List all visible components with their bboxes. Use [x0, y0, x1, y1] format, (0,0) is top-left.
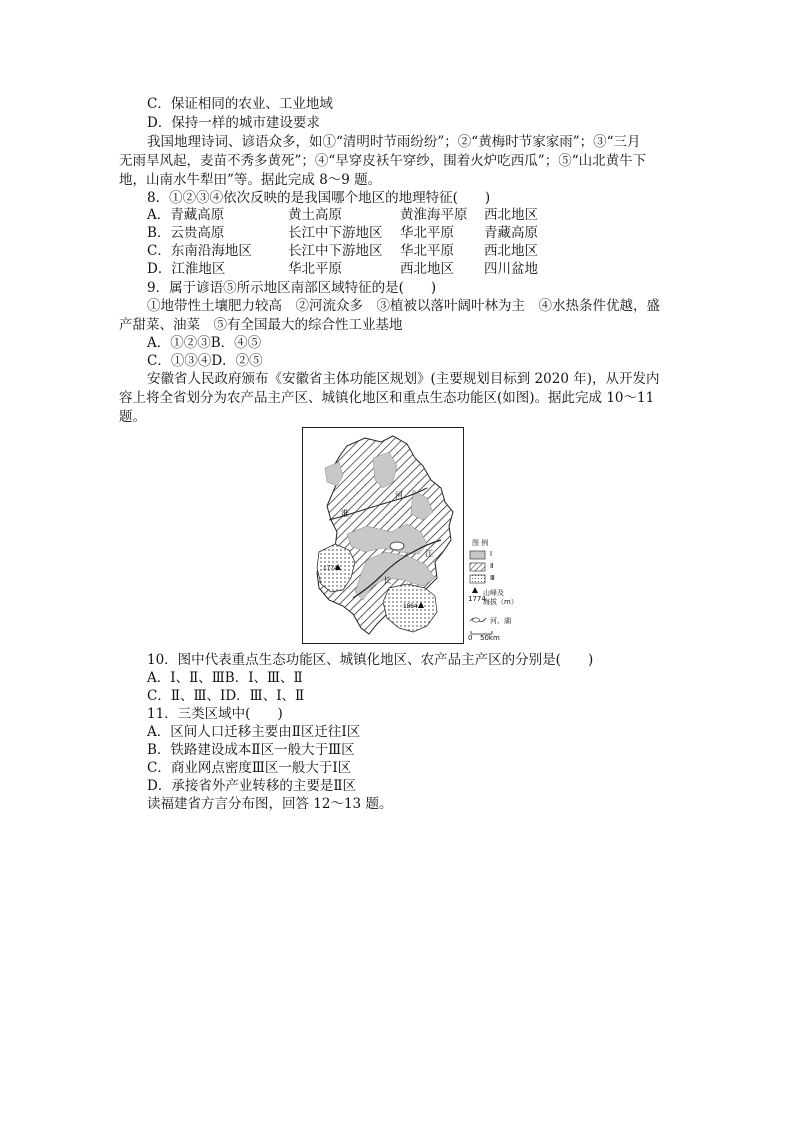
q11-option-a: A．区间人口迁移主要由Ⅱ区迁往Ⅰ区 — [147, 724, 361, 740]
q10-options-ab: A．Ⅰ、Ⅱ、ⅢB．Ⅰ、Ⅲ、Ⅱ — [147, 670, 303, 686]
map-label-jiang: 江 — [425, 549, 433, 558]
intro-10-11-line1: 安徽省人民政府颁布《安徽省主体功能区规划》(主要规划目标到 2020 年)，从开发内 — [147, 371, 660, 387]
legend-swatch-1 — [470, 551, 485, 559]
q11-option-b: B．铁路建设成本Ⅱ区一般大于Ⅲ区 — [147, 742, 355, 758]
legend-peak-icon — [472, 587, 478, 593]
q9-options-cd: C．①③④D．②⑤ — [147, 353, 263, 369]
intro-8-9-line2: 无雨旱风起，麦苗不秀多黄死”；④“早穿皮袄午穿纱，围着火炉吃西瓜”；⑤“山北黄牛下 — [119, 153, 647, 169]
legend-peak-text2: 海拔（m） — [483, 598, 518, 606]
q9-stem: 9．属于谚语⑤所示地区南部区域特征的是( ) — [147, 280, 437, 296]
q11-stem: 11．三类区域中( ) — [147, 706, 283, 722]
q10-options-cd: C．Ⅱ、Ⅲ、ⅠD．Ⅲ、Ⅰ、Ⅱ — [147, 688, 305, 704]
legend-label-3: Ⅲ — [490, 574, 495, 582]
anhui-zoning-map — [302, 427, 464, 644]
legend-lake-icon — [473, 618, 480, 622]
q7-option-d: D．保持一样的城市建设要求 — [147, 115, 320, 131]
legend-label-2: Ⅱ — [490, 562, 494, 570]
map-label-he: 河 — [395, 491, 403, 500]
legend-river-label: 河、湖 — [490, 617, 511, 625]
legend-swatch-3 — [470, 575, 485, 583]
intro-8-9-line3: 地，山南水牛犁田”等。据此完成 8～9 题。 — [119, 172, 382, 188]
intro-10-11-line2: 容上将全省划分为农产品主产区、城镇化地区和重点生态功能区(如图)。据此完成 10～11 — [119, 390, 655, 406]
intro-8-9-line1: 我国地理诗词、谚语众多，如①“清明时节雨纷纷”；②“黄梅时节家家雨”；③“三月 — [147, 134, 641, 150]
q11-option-c: C．商业网点密度Ⅲ区一般大于Ⅰ区 — [147, 760, 352, 776]
map-label-chang: 长 — [383, 576, 391, 585]
legend-peak-text1: 山峰及 — [483, 589, 504, 597]
map-legend — [468, 538, 538, 648]
legend-label-1: Ⅰ — [490, 550, 493, 558]
q7-option-c: C．保证相同的农业、工业地域 — [147, 96, 333, 112]
peak-2-value: 1864.8 — [403, 603, 423, 610]
q9-statements-line2: 产甜菜、油菜 ⑤有全国最大的综合性工业基地 — [119, 317, 403, 333]
intro-12-13: 读福建省方言分布图，回答 12～13 题。 — [147, 796, 393, 812]
q9-options-ab: A．①②③B．④⑤ — [147, 335, 262, 351]
intro-10-11-line3: 题。 — [119, 409, 146, 425]
legend-swatch-2 — [470, 563, 485, 571]
legend-title: 图 例 — [472, 539, 489, 547]
q11-option-d: D．承接省外产业转移的主要是Ⅱ区 — [147, 778, 356, 794]
q9-statements-line1: ①地带性土壤肥力较高 ②河流众多 ③植被以落叶阔叶林为主 ④水热条件优越，盛 — [147, 298, 660, 314]
map-label-huai: 淮 — [341, 509, 349, 518]
q10-stem: 10．图中代表重点生态功能区、城镇化地区、农产品主产区的分别是( ) — [147, 652, 594, 668]
map-svg — [303, 428, 463, 643]
scale-label-0: 0 — [468, 634, 473, 642]
q8-stem: 8．①②③④依次反映的是我国哪个地区的地理特征( ) — [147, 190, 491, 206]
chaohu-lake — [390, 542, 404, 550]
peak-1-value: 1774 — [323, 565, 338, 572]
legend-peak-value: 1774 — [468, 595, 486, 603]
scale-label-50: 50km — [480, 634, 500, 642]
